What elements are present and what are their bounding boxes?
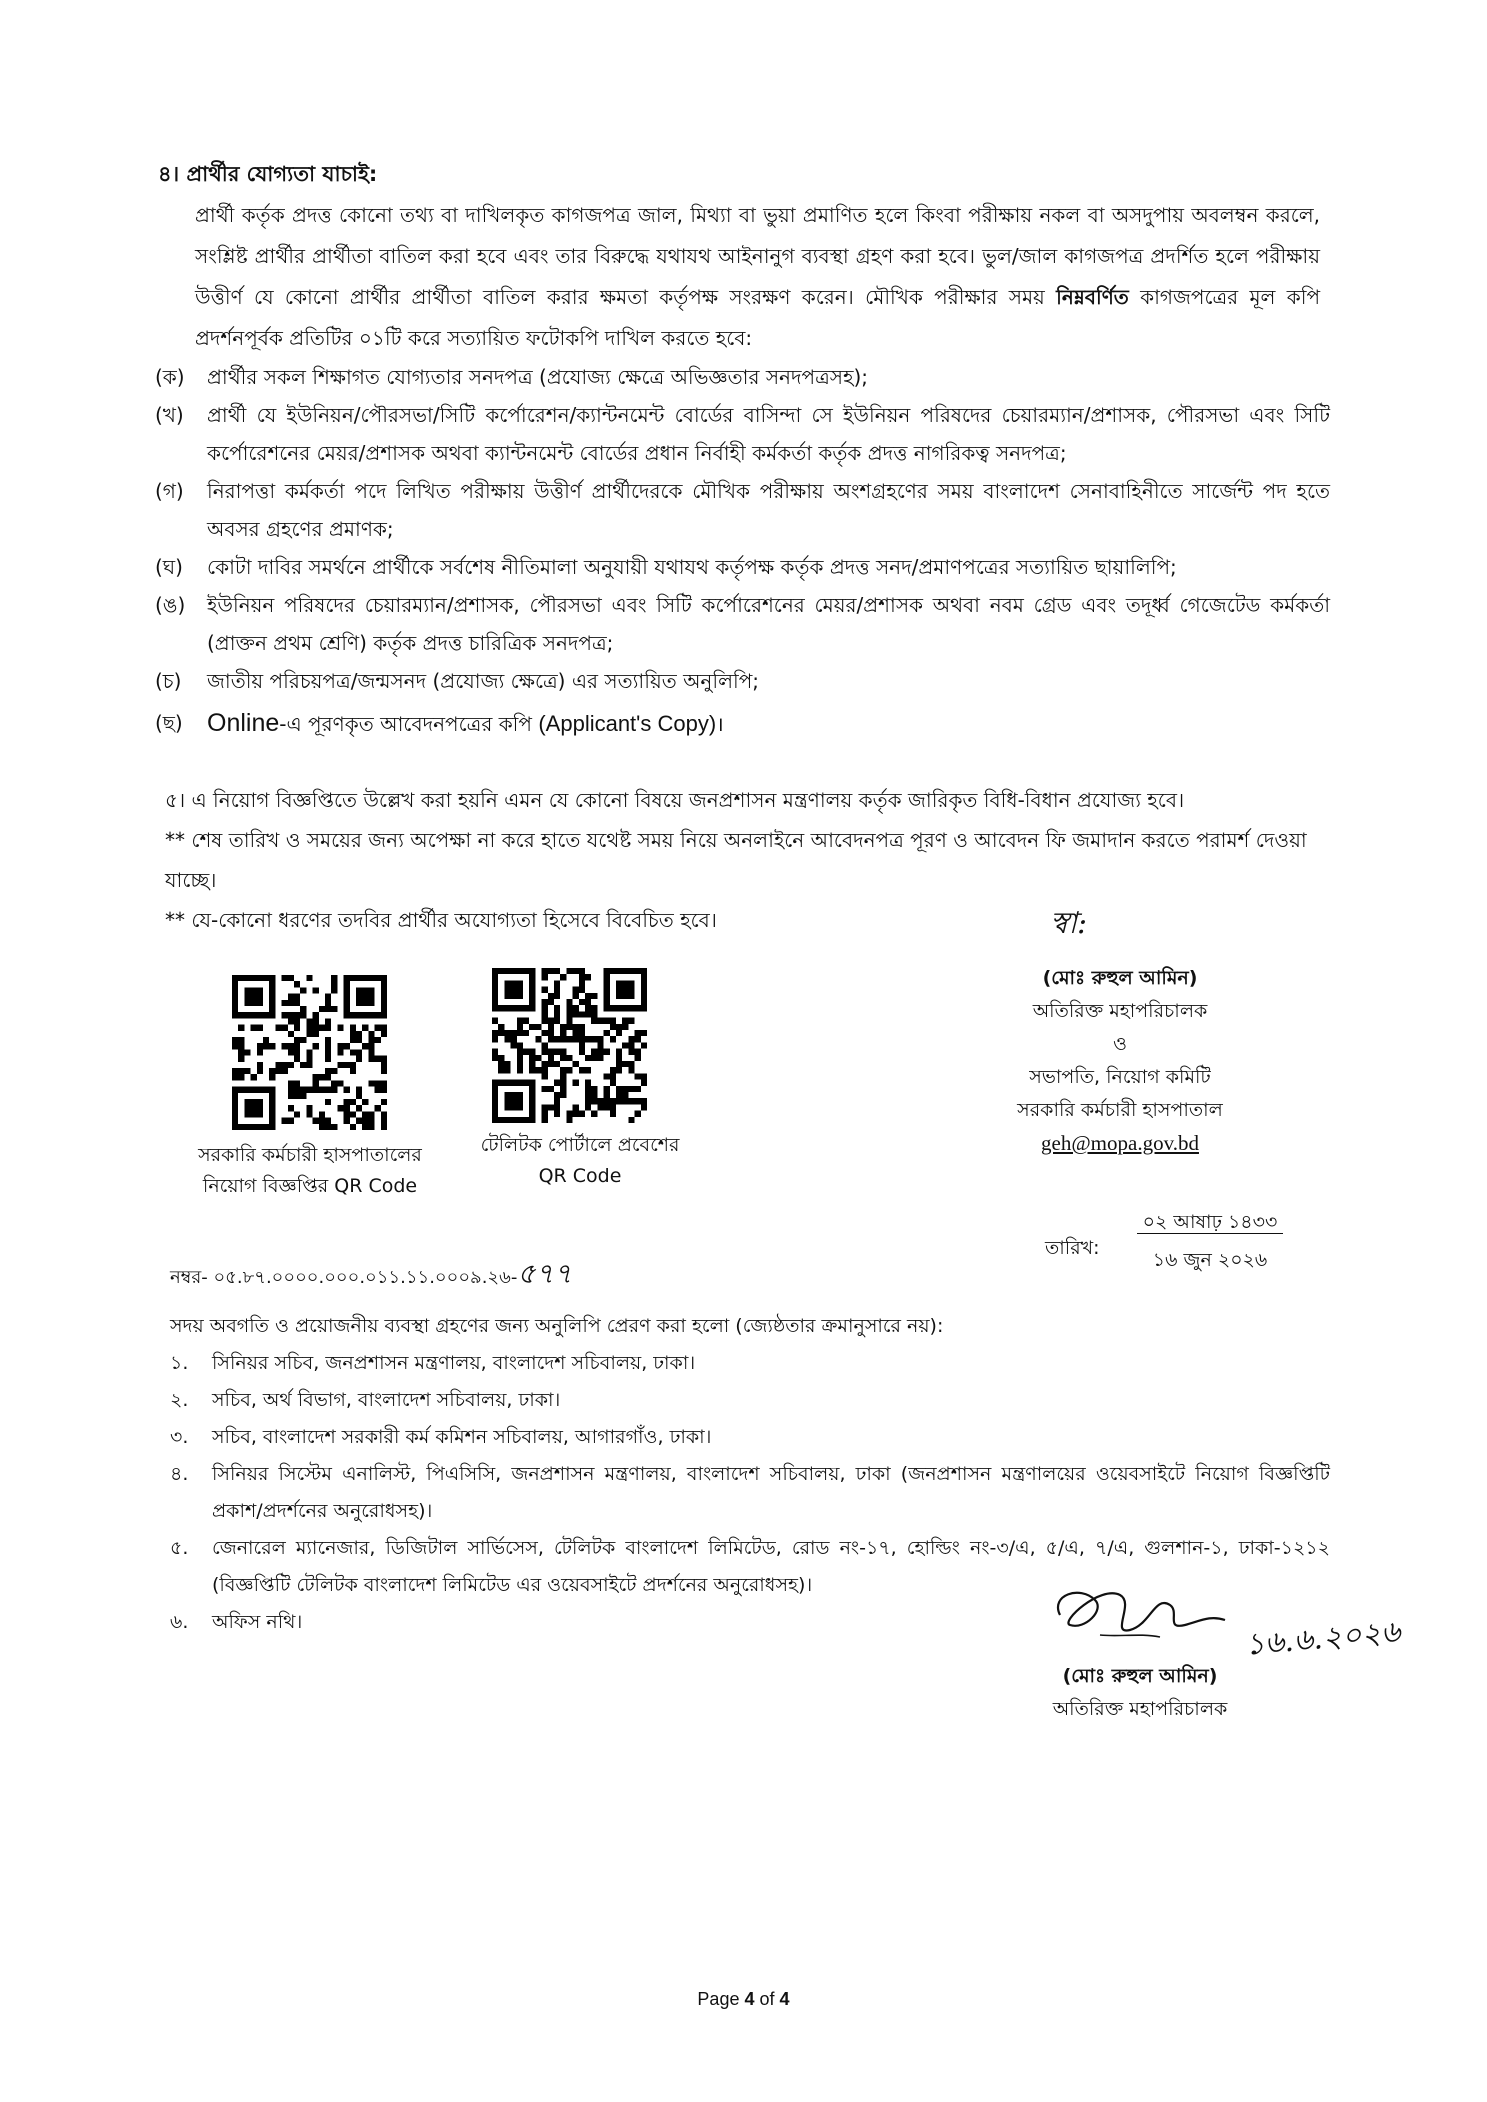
note-deadline: ** শেষ তারিখ ও সময়ের জন্য অপেক্ষা না করে হাতে যথেষ্ট সময় নিয়ে অনলাইনে আবেদনপত্র পূরণ ও আবেদন ফি জমাদান করতে পরামর্শ দেওয়া যাচ্ছে। (165, 828, 1307, 892)
hospital-qr-code (232, 975, 387, 1130)
copy-text: সচিব, বাংলাদেশ সরকারী কর্ম কমিশন সচিবালয়, আগারগাঁও, ঢাকা। (212, 1426, 712, 1448)
page-current: 4 (744, 1989, 755, 2009)
list-item-label: (ছ) (155, 711, 183, 735)
page-label: Page (697, 1989, 740, 2009)
list-item-label: (ঙ) (155, 593, 186, 617)
memo-number (170, 1252, 572, 1297)
list-item-label: (ক) (155, 365, 185, 389)
copy-number: ৩. (170, 1426, 189, 1448)
applicant-copy: (Applicant's Copy) (538, 711, 717, 736)
copies-intro: সদয় অবগতি ও প্রয়োজনীয় ব্যবস্থা গ্রহণের জন্য অনুলিপি প্রেরণ করা হলো (জ্যেষ্ঠতার ক্রমানুসারে নয়): (170, 1315, 944, 1337)
caption-line: QR Code (538, 1165, 622, 1187)
required-documents-list (155, 358, 1330, 743)
date-label: তারিখ: (1045, 1237, 1100, 1259)
list-item-label: (গ) (155, 479, 184, 503)
signatory-designation: অতিরিক্ত মহাপরিচালক (1032, 1000, 1208, 1022)
caption-line: টেলিটক পোর্টালে প্রবেশের (480, 1134, 680, 1156)
signatory-name: (মোঃ রুহুল আমিন) (1062, 1665, 1218, 1687)
copy-text: অফিস নথি। (212, 1611, 303, 1633)
copy-number: ৬. (170, 1611, 189, 1633)
list-item-label: (চ) (155, 669, 182, 693)
caption-line: সরকারি কর্মচারী হাসপাতালের (198, 1144, 422, 1166)
copy-text: সিনিয়র সচিব, জনপ্রশাসন মন্ত্রণালয়, বাংলাদেশ সচিবালয়, ঢাকা। (212, 1352, 696, 1374)
copy-number: ৪. (170, 1463, 189, 1485)
list-item-text: কোটা দাবির সমর্থনে প্রার্থীকে সর্বশেষ নীতিমালা অনুযায়ী যথাযথ কর্তৃপক্ষ কর্তৃক প্রদত্ত সনদ/প্রমাণপত্রের সত্যায়িত ছায়ালিপি; (207, 555, 1177, 579)
note-lobbying: ** যে-কোনো ধরণের তদবির প্রার্থীর অযোগ্যতা হিসেবে বিবেচিত হবে। (165, 908, 717, 932)
copy-number: ৫. (170, 1537, 189, 1559)
teletalk-qr-caption (430, 1130, 730, 1192)
list-item-label: (ঘ) (155, 555, 183, 579)
date-block (1125, 1203, 1295, 1279)
list-item-text: নিরাপত্তা কর্মকর্তা পদে লিখিত পরীক্ষায় উত্তীর্ণ প্রার্থীদেরকে মৌখিক পরীক্ষায় অংশগ্রহণের সময় বাংলাদেশ সেনাবাহিনীতে সার্জেন্ট পদ হতে অবসর গ্রহণের প্রমাণক; (207, 479, 1330, 541)
list-item (170, 1456, 1330, 1530)
section-4-paragraph (195, 195, 1320, 359)
handwritten-date: ১৬.৬.২০২৬ (1243, 1614, 1402, 1663)
signature-initial: স্বা: (1050, 906, 1088, 941)
list-item (170, 1345, 1330, 1382)
list-item (155, 704, 1330, 743)
list-item (155, 472, 1330, 548)
signatory-block (985, 962, 1255, 1160)
list-item-label: (খ) (155, 403, 184, 427)
signatory-office: সরকারি কর্মচারী হাসপাতাল (1017, 1099, 1223, 1121)
list-item (155, 358, 1330, 396)
signatory-committee: সভাপতি, নিয়োগ কমিটি (1029, 1066, 1211, 1088)
list-item-text: প্রার্থী যে ইউনিয়ন/পৌরসভা/সিটি কর্পোরেশন/ক্যান্টনমেন্ট বোর্ডের বাসিন্দা সে ইউনিয়ন পরিষদের চেয়ারম্যান/প্রশাসক, পৌরসভা এবং সিটি কর্পোরেশনের মেয়র/প্রশাসক অথবা ক্যান্টনমেন্ট বোর্ডের প্রধান নির্বাহী কর্মকর্তা কর্তৃক প্রদত্ত নাগরিকত্ব সনদপত্র; (207, 403, 1330, 465)
list-item (170, 1382, 1330, 1419)
signatory-block-2 (1005, 1660, 1275, 1726)
signatory-designation: অতিরিক্ত মহাপরিচালক (1052, 1698, 1228, 1720)
list-item (170, 1419, 1330, 1456)
paragraph-bold-word: নিম্নবর্ণিত (1056, 285, 1129, 309)
list-item-text: ইউনিয়ন পরিষদের চেয়ারম্যান/প্রশাসক, পৌরসভা এবং সিটি কর্পোরেশনের মেয়র/প্রশাসক অথবা নবম গ্রেড এবং তদূর্ধ্ব গেজেটেড কর্মকর্তা (প্রাক্তন প্রথম শ্রেণি) কর্তৃক প্রদত্ত চারিত্রিক সনদপত্র; (207, 593, 1330, 655)
page-total: 4 (779, 1989, 790, 2009)
list-item-text: জাতীয় পরিচয়পত্র/জন্মসনদ (প্রযোজ্য ক্ষেত্রে) এর সত্যায়িত অনুলিপি; (207, 669, 760, 693)
copy-number: ১. (170, 1352, 189, 1374)
section-4-heading: ৪। প্রার্থীর যোগ্যতা যাচাই: (158, 162, 378, 186)
list-item-text (207, 704, 1330, 743)
online-word: Online (207, 709, 280, 737)
notes-block (165, 780, 1330, 940)
date-bangla: ০২ আষাঢ় ১৪৩৩ (1137, 1211, 1284, 1234)
copy-text: জেনারেল ম্যানেজার, ডিজিটাল সার্ভিসেস, টেলিটক বাংলাদেশ লিমিটেড, রোড নং-১৭, হোল্ডিং নং-৩/এ, ৫/এ, ৭/এ, গুলশান-১, ঢাকা-১২১২ (বিজ্ঞপ্তিটি টেলিটক বাংলাদেশ লিমিটেড এর ওয়েবসাইটে প্রদর্শনের অনুরোধসহ)। (212, 1537, 1330, 1596)
qr-code-image (232, 975, 387, 1130)
copy-number: ২. (170, 1389, 189, 1411)
list-item (155, 662, 1330, 700)
copy-text: সিনিয়র সিস্টেম এনালিস্ট, পিএসিসি, জনপ্রশাসন মন্ত্রণালয়, বাংলাদেশ সচিবালয়, ঢাকা (জনপ্রশাসন মন্ত্রণালয়ের ওয়েবসাইটে নিয়োগ বিজ্ঞপ্তিটি প্রকাশ/প্রদর্শনের অনুরোধসহ)। (212, 1463, 1330, 1522)
danda: । (716, 712, 724, 736)
note-5: ৫। এ নিয়োগ বিজ্ঞপ্তিতে উল্লেখ করা হয়নি এমন যে কোনো বিষয়ে জনপ্রশাসন মন্ত্রণালয় কর্তৃক জারিকৃত বিধি-বিধান প্রযোজ্য হবে। (165, 788, 1185, 812)
date-english: ১৬ জুন ২০২৬ (1152, 1249, 1268, 1271)
copy-text: সচিব, অর্থ বিভাগ, বাংলাদেশ সচিবালয়, ঢাকা। (212, 1389, 561, 1411)
qr-code-image (492, 968, 647, 1123)
online-suffix: -এ পূরণকৃত আবেদনপত্রের কপি (279, 712, 532, 736)
page-footer (0, 1985, 1487, 2014)
memo-number-text: নম্বর- ০৫.৮৭.০০০০.০০০.০১১.১১.০০০৯.২৬- (170, 1267, 518, 1288)
teletalk-qr-code (492, 968, 647, 1123)
paragraph-text: প্রার্থী কর্তৃক প্রদত্ত কোনো তথ্য বা দাখিলকৃত কাগজপত্র জাল, মিথ্যা বা ভুয়া প্রমাণিত হলে কিংবা পরীক্ষায় নকল বা অসদুপায় অবলম্বন করলে, সংশ্লিষ্ট প্রার্থীর প্রার্থীতা বাতিল করা হবে এবং তার বিরুদ্ধে যথাযথ আইনানুগ ব্যবস্থা গ্রহণ করা হবে। ভুল/জাল কাগজপত্র প্রদর্শিত হলে পরীক্ষায় উত্তীর্ণ যে কোনো প্রার্থীর প্রার্থীতা বাতিল করার ক্ষমতা কর্তৃপক্ষ সংরক্ষণ করেন। মৌখিক পরীক্ষার সময় (195, 203, 1320, 309)
signatory-email[interactable]: geh@mopa.gov.bd (1041, 1131, 1199, 1155)
caption-line: নিয়োগ বিজ্ঞপ্তির QR Code (202, 1175, 418, 1197)
signatory-name: (মোঃ রুহুল আমিন) (1042, 967, 1198, 989)
list-item-text: প্রার্থীর সকল শিক্ষাগত যোগ্যতার সনদপত্র (প্রযোজ্য ক্ষেত্রে অভিজ্ঞতার সনদপত্রসহ); (207, 365, 869, 389)
signatory-and: ও (1113, 1033, 1127, 1055)
hospital-qr-caption (160, 1140, 460, 1202)
list-item (155, 586, 1330, 662)
list-item (155, 396, 1330, 472)
list-item (155, 548, 1330, 586)
handwritten-signature (1040, 1575, 1240, 1655)
paragraph-text-end: কাগজপত্রের মূল কপি প্রদর্শনপূর্বক প্রতিটির ০১টি করে সত্যায়িত ফটোকপি দাখিল করতে হবে: (195, 285, 1321, 350)
page-of: of (759, 1989, 775, 2009)
memo-handwritten-number: ৫৭৭ (517, 1257, 572, 1290)
